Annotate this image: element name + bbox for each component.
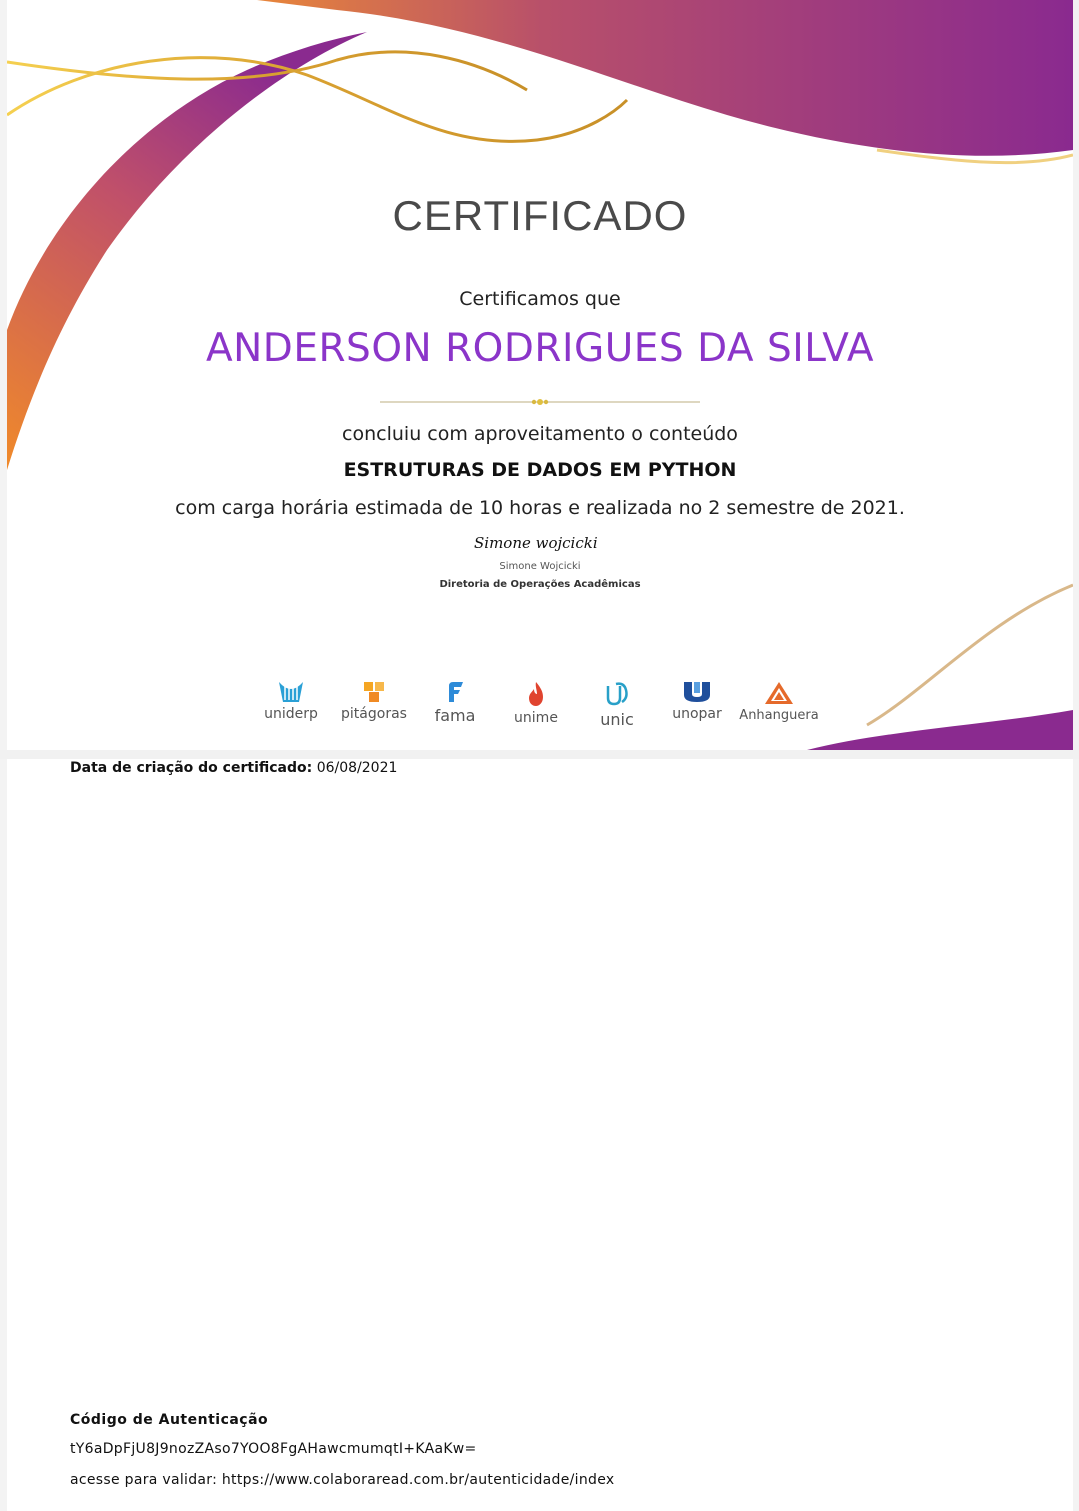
certificate-bottom-divider (0, 750, 1079, 759)
completion-text: concluiu com aproveitamento o conteúdo (342, 423, 738, 445)
authentication-code: tY6aDpFjU8J9nozZAso7YOO8FgAHawcmumqtI+KAaKw= (70, 1441, 477, 1457)
creation-date-label: Data de criação do certificado: (70, 760, 313, 776)
brand-label: unime (514, 710, 558, 726)
fama-logo-icon (443, 680, 467, 704)
brand-pitagoras (334, 680, 414, 722)
brand-unopar (657, 680, 737, 722)
brand-label: uniderp (264, 706, 318, 722)
unic-logo-icon (604, 680, 630, 708)
brand-fama (415, 680, 495, 725)
creation-date-value: 06/08/2021 (316, 760, 398, 776)
certify-lead-text: Certificamos que (459, 288, 621, 310)
signer-name: Simone Wojcicki (499, 561, 581, 572)
validation-url-text: acesse para validar: https://www.colaboraread.com.br/autenticidade/index (70, 1472, 615, 1488)
creation-date-line (70, 760, 397, 776)
brand-anhanguera (739, 680, 819, 723)
unopar-logo-icon (682, 680, 712, 704)
authentication-title: Código de Autenticação (70, 1412, 269, 1428)
brand-label: pitágoras (341, 706, 407, 722)
signature-image (470, 528, 610, 558)
course-name: ESTRUTURAS DE DADOS EM PYTHON (343, 459, 737, 481)
signer-role: Diretoria de Operações Acadêmicas (439, 579, 641, 590)
certificate-title: CERTIFICADO (392, 192, 688, 239)
brand-label: unic (600, 710, 634, 729)
brand-label: fama (434, 706, 476, 725)
brand-unic (577, 680, 657, 729)
uniderp-logo-icon (277, 680, 305, 704)
certificate-card (7, 0, 1073, 750)
divider-ornament (380, 396, 700, 408)
brand-label: Anhanguera (739, 708, 819, 723)
recipient-name: ANDERSON RODRIGUES DA SILVA (205, 326, 875, 371)
signature-text: Simone wojcicki (474, 534, 598, 552)
pitagoras-logo-icon (361, 680, 387, 704)
unime-logo-icon (525, 680, 547, 708)
brand-label: unopar (672, 706, 722, 722)
brand-uniderp (251, 680, 331, 722)
decorative-waves (7, 0, 1073, 750)
brand-unime (496, 680, 576, 726)
anhanguera-logo-icon (763, 680, 795, 706)
course-details-text: com carga horária estimada de 10 horas e realizada no 2 semestre de 2021. (175, 497, 905, 519)
